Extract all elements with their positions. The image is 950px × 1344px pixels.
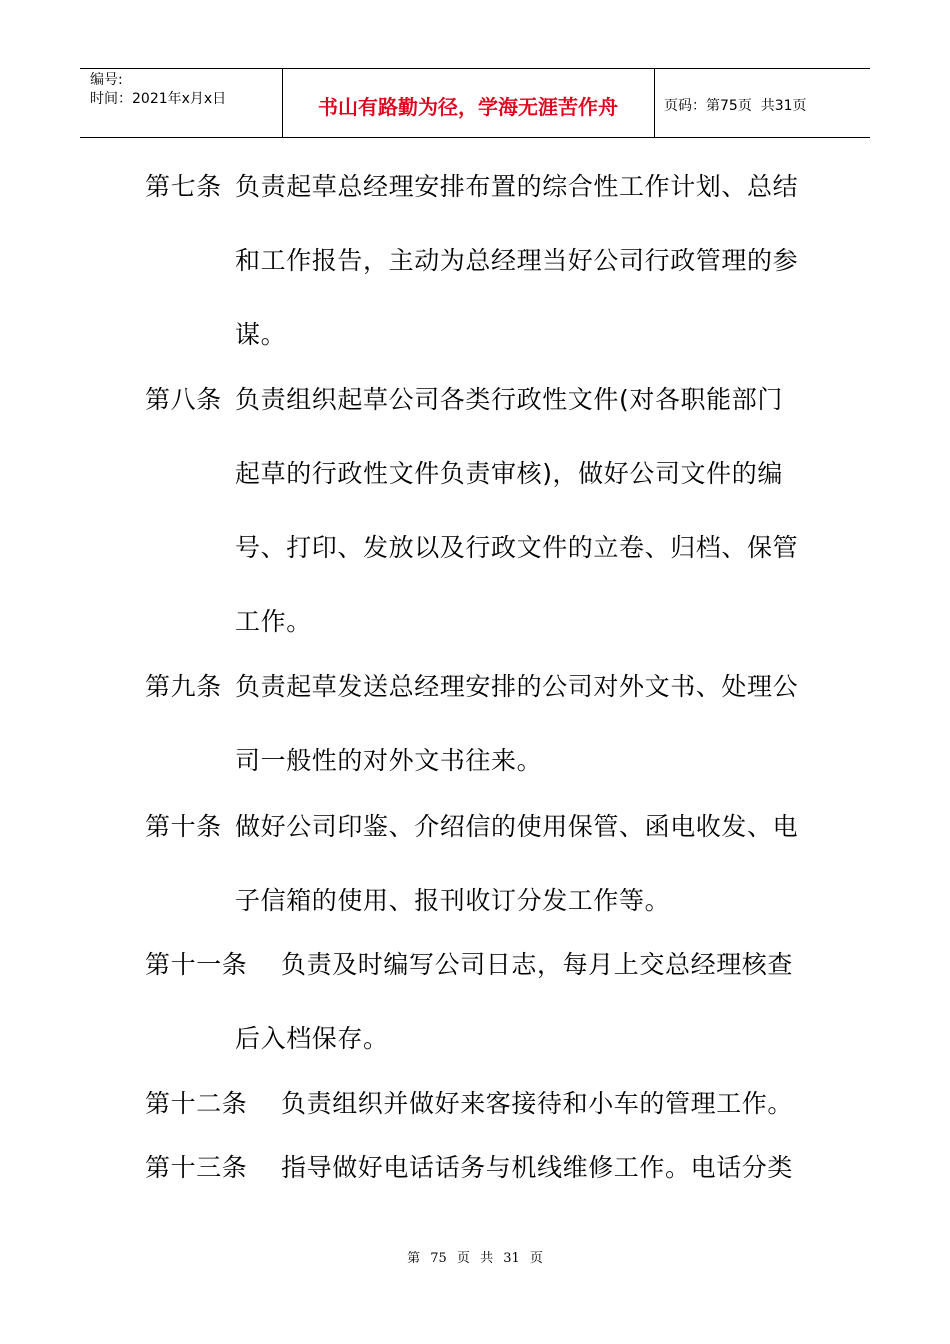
article-text-line: 谋。 [235, 320, 287, 349]
article-text-line: 后入档保存。 [235, 1024, 389, 1053]
article-number: 第十三条 [145, 1153, 248, 1182]
article-text-line: 号、打印、发放以及行政文件的立卷、归档、保管 [235, 533, 799, 562]
doc-time-label: 时间：2021年x月x日 [90, 91, 227, 107]
header-left-cell [90, 71, 226, 109]
article-number: 第十二条 [145, 1089, 248, 1118]
article-number: 第七条 [145, 172, 222, 201]
article-text-line: 司一般性的对外文书往来。 [235, 746, 543, 775]
article-text-line: 指导做好电话话务与机线维修工作。电话分类 [281, 1153, 794, 1182]
doc-number-label: 编号: [90, 72, 123, 88]
article-text-line: 和工作报告，主动为总经理当好公司行政管理的参 [235, 246, 799, 275]
article-9 [145, 650, 798, 798]
page-header [80, 68, 870, 138]
article-8 [145, 363, 798, 659]
article-7 [145, 150, 798, 372]
article-text-line: 子信箱的使用、报刊收订分发工作等。 [235, 886, 671, 915]
article-text-line: 负责起草总经理安排布置的综合性工作计划、总结 [235, 172, 799, 201]
article-13 [145, 1131, 793, 1205]
article-number: 第九条 [145, 672, 222, 701]
header-divider [654, 69, 655, 137]
article-text-line: 工作。 [235, 607, 312, 636]
article-text-line: 起草的行政性文件负责审核)，做好公司文件的编 [235, 459, 783, 488]
header-motto: 书山有路勤为径，学海无涯苦作舟 [318, 95, 618, 119]
article-11 [145, 928, 793, 1076]
header-page-info: 页码：第75页 共31页 [664, 98, 807, 114]
article-text-line: 负责及时编写公司日志，每月上交总经理核查 [281, 950, 794, 979]
article-number: 第八条 [145, 385, 222, 414]
page-footer: 第 75 页 共 31 页 [407, 1251, 543, 1266]
article-12 [145, 1067, 793, 1141]
article-text-line: 负责组织并做好来客接待和小车的管理工作。 [281, 1089, 794, 1118]
article-10 [145, 790, 798, 938]
article-text-line: 负责组织起草公司各类行政性文件(对各职能部门 [235, 385, 783, 414]
article-number: 第十一条 [145, 950, 248, 979]
article-text-line: 做好公司印鉴、介绍信的使用保管、函电收发、电 [235, 812, 799, 841]
article-text-line: 负责起草发送总经理安排的公司对外文书、处理公 [235, 672, 799, 701]
article-number: 第十条 [145, 812, 222, 841]
